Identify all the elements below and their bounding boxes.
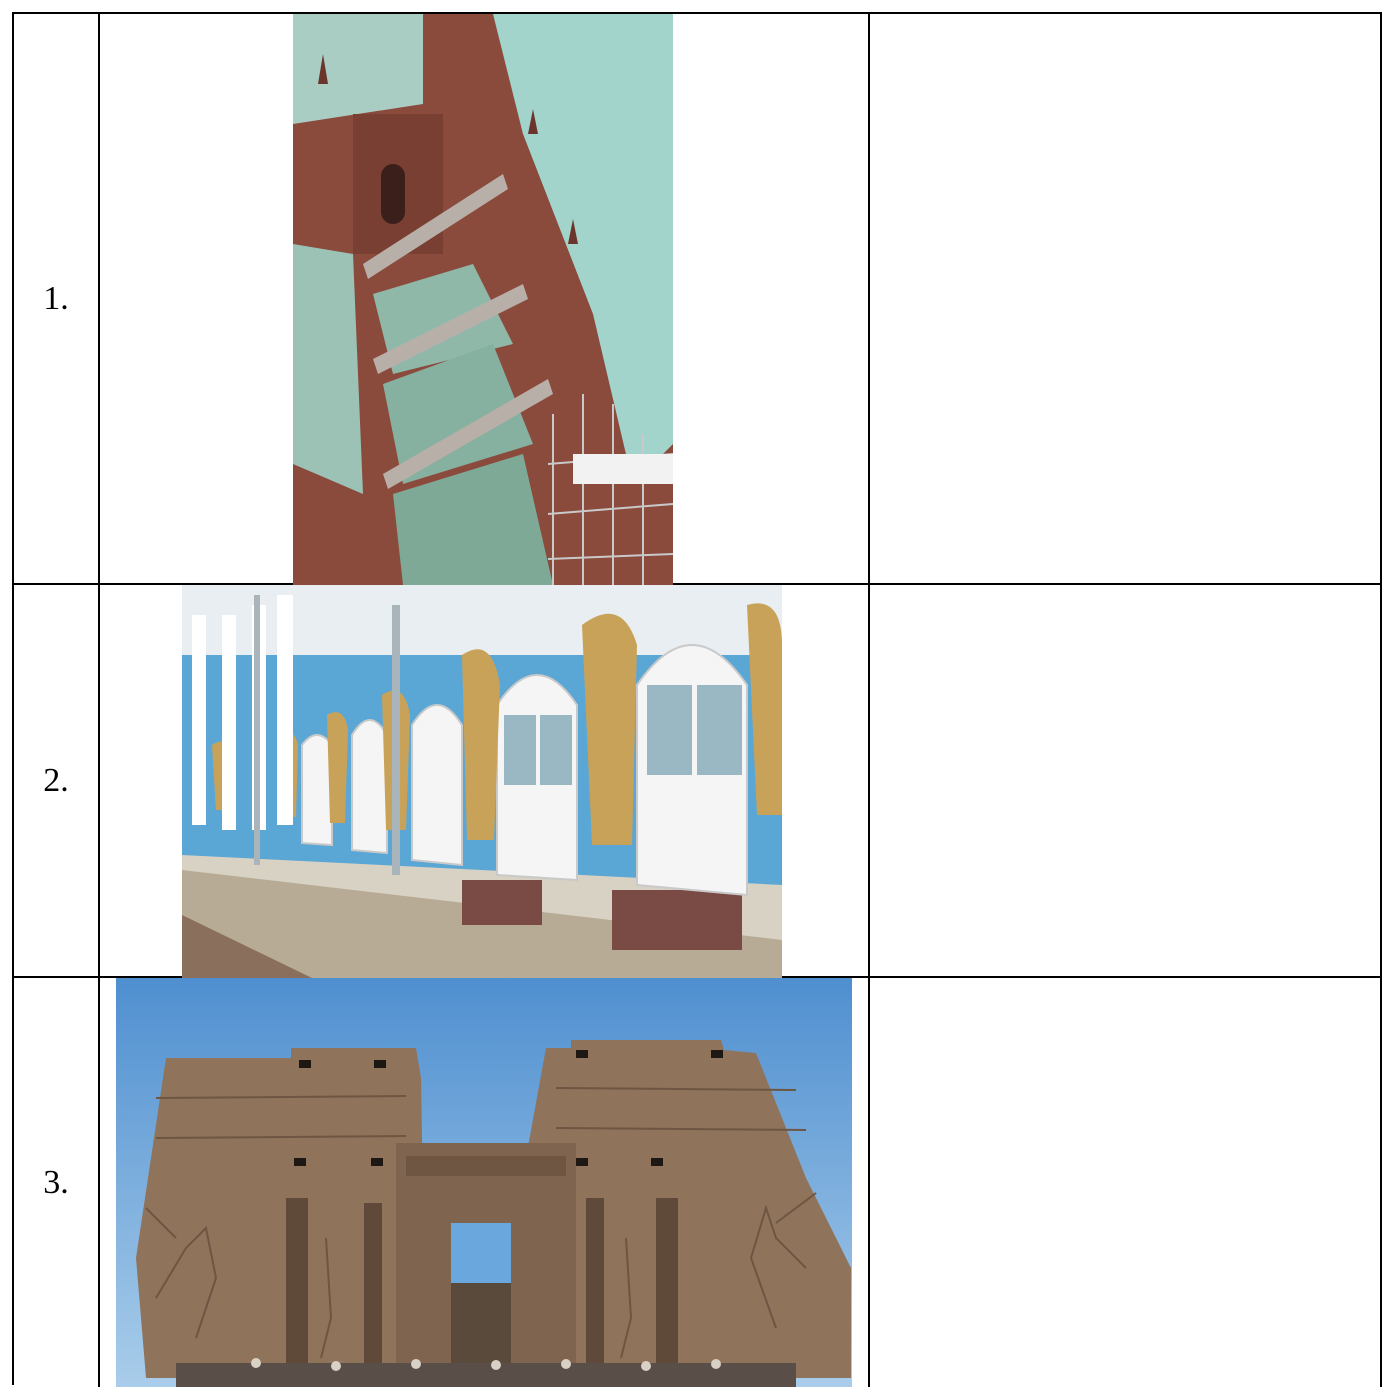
table-row (14, 14, 1382, 585)
image-cell (100, 14, 870, 583)
image-cell (100, 978, 870, 1387)
row-number: 3. (14, 978, 100, 1387)
gothic-cathedral-photo (293, 14, 673, 585)
baroque-palace-photo (182, 585, 782, 978)
table-row (14, 978, 1382, 1387)
notes-cell[interactable] (870, 14, 1382, 583)
row-number: 1. (14, 14, 100, 583)
notes-cell[interactable] (870, 585, 1382, 976)
table-row (14, 585, 1382, 978)
notes-cell[interactable] (870, 978, 1382, 1387)
architecture-table (12, 12, 1382, 1385)
egyptian-temple-photo (116, 978, 852, 1387)
image-cell (100, 585, 870, 976)
row-number: 2. (14, 585, 100, 976)
